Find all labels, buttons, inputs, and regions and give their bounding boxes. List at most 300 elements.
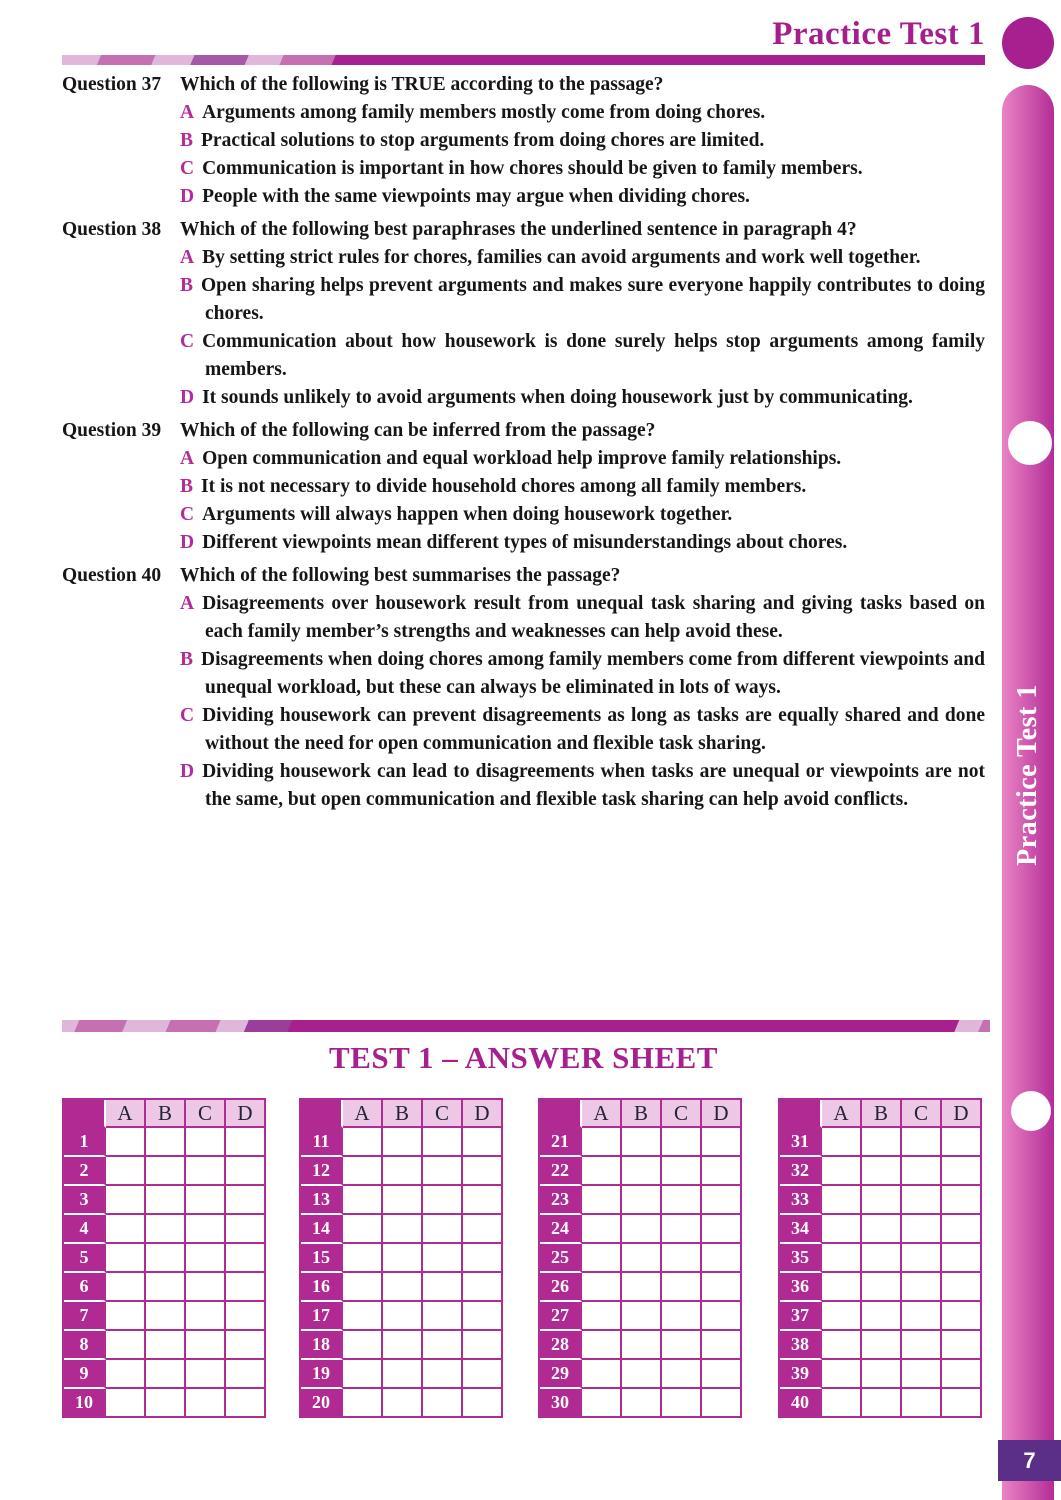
question-number-cell: 39 <box>780 1360 822 1389</box>
question-number-cell: 8 <box>64 1331 106 1360</box>
option-c <box>180 501 985 529</box>
answer-cell-23-A[interactable] <box>582 1186 622 1215</box>
answer-cell-3-B[interactable] <box>146 1186 186 1215</box>
answer-cell-21-C[interactable] <box>662 1128 702 1157</box>
grid-column-header-A: A <box>582 1100 622 1128</box>
answer-cell-31-D[interactable] <box>942 1128 980 1157</box>
answer-cell-36-C[interactable] <box>902 1273 942 1302</box>
answer-cell-4-C[interactable] <box>186 1215 226 1244</box>
header-stripe-bar <box>62 55 985 65</box>
answer-row-24 <box>540 1215 740 1244</box>
answer-cell-37-D[interactable] <box>942 1302 980 1331</box>
questions-section <box>62 71 985 819</box>
answer-cell-23-B[interactable] <box>622 1186 662 1215</box>
answer-cell-39-C[interactable] <box>902 1360 942 1389</box>
option-d <box>180 529 985 557</box>
answer-cell-7-B[interactable] <box>146 1302 186 1331</box>
question-number-cell: 6 <box>64 1273 106 1302</box>
option-b <box>180 473 985 501</box>
answer-cell-24-C[interactable] <box>662 1215 702 1244</box>
option-c <box>180 702 985 758</box>
answer-cell-34-A[interactable] <box>822 1215 862 1244</box>
question-number-cell: 38 <box>780 1331 822 1360</box>
answer-row-19 <box>301 1360 501 1389</box>
question-number-cell: 32 <box>780 1157 822 1186</box>
answer-cell-1-C[interactable] <box>186 1128 226 1157</box>
question-number-cell: 31 <box>780 1128 822 1157</box>
answer-cell-13-D[interactable] <box>463 1186 501 1215</box>
option-letter: C <box>180 158 195 179</box>
answer-row-4 <box>64 1215 264 1244</box>
answer-row-35 <box>780 1244 980 1273</box>
answer-cell-18-C[interactable] <box>423 1331 463 1360</box>
answer-row-14 <box>301 1215 501 1244</box>
answer-row-25 <box>540 1244 740 1273</box>
answer-cell-20-D[interactable] <box>463 1389 501 1416</box>
question-text: Which of the following can be inferred from the passage? <box>180 420 656 441</box>
question-number-cell: 27 <box>540 1302 582 1331</box>
answer-cell-2-D[interactable] <box>226 1157 264 1186</box>
answer-cell-10-C[interactable] <box>186 1389 226 1416</box>
answer-cell-34-D[interactable] <box>942 1215 980 1244</box>
answer-cell-14-B[interactable] <box>383 1215 423 1244</box>
answer-cell-8-C[interactable] <box>186 1331 226 1360</box>
option-text: Open communication and equal workload help improve family relationships. <box>202 448 842 469</box>
grid-column-header-B: B <box>862 1100 902 1128</box>
answer-cell-9-D[interactable] <box>226 1360 264 1389</box>
question-text: Which of the following best paraphrases the underlined sentence in paragraph 4? <box>180 219 857 240</box>
answer-cell-33-B[interactable] <box>862 1186 902 1215</box>
answer-cell-39-D[interactable] <box>942 1360 980 1389</box>
answer-cell-7-A[interactable] <box>106 1302 146 1331</box>
answer-cell-13-C[interactable] <box>423 1186 463 1215</box>
option-letter: A <box>180 448 195 469</box>
question-number-cell: 12 <box>301 1157 343 1186</box>
answer-cell-9-C[interactable] <box>186 1360 226 1389</box>
answer-cell-40-C[interactable] <box>902 1389 942 1416</box>
option-a <box>180 244 985 272</box>
answer-cell-39-A[interactable] <box>822 1360 862 1389</box>
answer-cell-18-D[interactable] <box>463 1331 501 1360</box>
question-number-cell: 25 <box>540 1244 582 1273</box>
answer-cell-12-A[interactable] <box>343 1157 383 1186</box>
question-text: Which of the following best summarises the passage? <box>180 565 621 586</box>
answer-cell-38-D[interactable] <box>942 1331 980 1360</box>
answer-cell-19-B[interactable] <box>383 1360 423 1389</box>
answer-row-32 <box>780 1157 980 1186</box>
answer-row-39 <box>780 1360 980 1389</box>
grid-corner-cell <box>64 1100 106 1128</box>
answer-cell-23-C[interactable] <box>662 1186 702 1215</box>
answer-row-9 <box>64 1360 264 1389</box>
answer-cell-28-C[interactable] <box>662 1331 702 1360</box>
answer-cell-2-A[interactable] <box>106 1157 146 1186</box>
question-number-cell: 26 <box>540 1273 582 1302</box>
sidebar-hole-circle <box>1011 1091 1051 1131</box>
answer-cell-16-B[interactable] <box>383 1273 423 1302</box>
answer-cell-16-A[interactable] <box>343 1273 383 1302</box>
answer-cell-30-A[interactable] <box>582 1389 622 1416</box>
answer-cell-32-A[interactable] <box>822 1157 862 1186</box>
option-b <box>180 127 985 155</box>
answer-cell-27-D[interactable] <box>702 1302 740 1331</box>
answer-cell-16-D[interactable] <box>463 1273 501 1302</box>
answer-cell-21-D[interactable] <box>702 1128 740 1157</box>
answer-cell-11-A[interactable] <box>343 1128 383 1157</box>
answer-row-33 <box>780 1186 980 1215</box>
answer-cell-26-C[interactable] <box>662 1273 702 1302</box>
answer-cell-36-D[interactable] <box>942 1273 980 1302</box>
answer-cell-37-B[interactable] <box>862 1302 902 1331</box>
question-number-cell: 34 <box>780 1215 822 1244</box>
option-d <box>180 384 985 412</box>
answer-cell-14-D[interactable] <box>463 1215 501 1244</box>
grid-column-header-B: B <box>622 1100 662 1128</box>
answer-cell-5-A[interactable] <box>106 1244 146 1273</box>
answer-cell-6-B[interactable] <box>146 1273 186 1302</box>
option-letter: C <box>180 504 195 525</box>
answer-row-30 <box>540 1389 740 1416</box>
question-number-cell: 23 <box>540 1186 582 1215</box>
answer-cell-15-A[interactable] <box>343 1244 383 1273</box>
answer-row-15 <box>301 1244 501 1273</box>
answer-row-11 <box>301 1128 501 1157</box>
answer-cell-12-D[interactable] <box>463 1157 501 1186</box>
answer-cell-6-D[interactable] <box>226 1273 264 1302</box>
option-letter: A <box>180 593 195 614</box>
answer-cell-1-A[interactable] <box>106 1128 146 1157</box>
answer-cell-28-A[interactable] <box>582 1331 622 1360</box>
answer-cell-35-C[interactable] <box>902 1244 942 1273</box>
question-number-cell: 15 <box>301 1244 343 1273</box>
answer-row-22 <box>540 1157 740 1186</box>
grid-column-header-C: C <box>902 1100 942 1128</box>
answer-cell-2-C[interactable] <box>186 1157 226 1186</box>
answer-cell-11-B[interactable] <box>383 1128 423 1157</box>
answer-row-28 <box>540 1331 740 1360</box>
option-text: Practical solutions to stop arguments from doing chores are limited. <box>201 130 765 151</box>
question-number-cell: 20 <box>301 1389 343 1416</box>
grid-column-header-D: D <box>702 1100 740 1128</box>
grid-header-row <box>780 1100 980 1128</box>
answer-row-10 <box>64 1389 264 1416</box>
answer-cell-21-B[interactable] <box>622 1128 662 1157</box>
option-letter: C <box>180 331 195 352</box>
answer-cell-29-A[interactable] <box>582 1360 622 1389</box>
option-text: Disagreements when doing chores among family members come from different viewpoints and unequal workload, but these can always be eliminated in lots of ways. <box>201 649 985 698</box>
answer-row-40 <box>780 1389 980 1416</box>
answer-cell-32-C[interactable] <box>902 1157 942 1186</box>
answer-cell-18-B[interactable] <box>383 1331 423 1360</box>
answer-cell-22-A[interactable] <box>582 1157 622 1186</box>
question-number-cell: 17 <box>301 1302 343 1331</box>
answer-cell-19-D[interactable] <box>463 1360 501 1389</box>
answer-row-6 <box>64 1273 264 1302</box>
answer-cell-6-A[interactable] <box>106 1273 146 1302</box>
answer-cell-9-A[interactable] <box>106 1360 146 1389</box>
grid-column-header-A: A <box>106 1100 146 1128</box>
question-text: Which of the following is TRUE according to the passage? <box>180 74 664 95</box>
page-title: Practice Test 1 <box>772 16 985 52</box>
answer-cell-10-B[interactable] <box>146 1389 186 1416</box>
answer-cell-29-C[interactable] <box>662 1360 702 1389</box>
answer-cell-33-C[interactable] <box>902 1186 942 1215</box>
question-number-cell: 9 <box>64 1360 106 1389</box>
question-number-cell: 29 <box>540 1360 582 1389</box>
answer-cell-35-B[interactable] <box>862 1244 902 1273</box>
option-letter: B <box>180 130 194 151</box>
answer-cell-25-C[interactable] <box>662 1244 702 1273</box>
answer-cell-33-D[interactable] <box>942 1186 980 1215</box>
option-a <box>180 590 985 646</box>
grid-corner-cell <box>540 1100 582 1128</box>
option-b <box>180 646 985 702</box>
answer-cell-2-B[interactable] <box>146 1157 186 1186</box>
answer-cell-27-B[interactable] <box>622 1302 662 1331</box>
answer-cell-38-C[interactable] <box>902 1331 942 1360</box>
answer-cell-36-A[interactable] <box>822 1273 862 1302</box>
option-text: Arguments among family members mostly come from doing chores. <box>202 102 766 123</box>
answer-cell-12-C[interactable] <box>423 1157 463 1186</box>
answer-cell-5-B[interactable] <box>146 1244 186 1273</box>
question-number-cell: 40 <box>780 1389 822 1416</box>
question-number-cell: 4 <box>64 1215 106 1244</box>
question-number-cell: 28 <box>540 1331 582 1360</box>
option-c <box>180 155 985 183</box>
answer-cell-4-D[interactable] <box>226 1215 264 1244</box>
grid-corner-cell <box>780 1100 822 1128</box>
answer-cell-10-D[interactable] <box>226 1389 264 1416</box>
answer-cell-10-A[interactable] <box>106 1389 146 1416</box>
grid-column-header-C: C <box>423 1100 463 1128</box>
answer-cell-30-C[interactable] <box>662 1389 702 1416</box>
answer-cell-32-B[interactable] <box>862 1157 902 1186</box>
option-c <box>180 328 985 384</box>
answer-cell-40-A[interactable] <box>822 1389 862 1416</box>
answer-cell-19-A[interactable] <box>343 1360 383 1389</box>
answer-cell-29-B[interactable] <box>622 1360 662 1389</box>
answer-cell-13-A[interactable] <box>343 1186 383 1215</box>
answer-row-5 <box>64 1244 264 1273</box>
grid-column-header-D: D <box>942 1100 980 1128</box>
answer-sheet-grids <box>62 1098 985 1440</box>
answer-cell-17-D[interactable] <box>463 1302 501 1331</box>
answer-cell-8-A[interactable] <box>106 1331 146 1360</box>
answer-cell-3-D[interactable] <box>226 1186 264 1215</box>
option-text: Open sharing helps prevent arguments and makes sure everyone happily contributes to doing chores. <box>201 275 985 324</box>
option-letter: D <box>180 387 195 408</box>
answer-cell-25-B[interactable] <box>622 1244 662 1273</box>
answer-row-38 <box>780 1331 980 1360</box>
answer-cell-22-C[interactable] <box>662 1157 702 1186</box>
answer-cell-8-D[interactable] <box>226 1331 264 1360</box>
answer-cell-38-B[interactable] <box>862 1331 902 1360</box>
answer-row-2 <box>64 1157 264 1186</box>
question-label: Question 40 <box>62 565 162 586</box>
answer-cell-17-C[interactable] <box>423 1302 463 1331</box>
answer-cell-1-B[interactable] <box>146 1128 186 1157</box>
answer-row-7 <box>64 1302 264 1331</box>
question-number-cell: 7 <box>64 1302 106 1331</box>
answer-row-18 <box>301 1331 501 1360</box>
option-text: Arguments will always happen when doing housework together. <box>202 504 733 525</box>
answer-row-27 <box>540 1302 740 1331</box>
answer-cell-20-C[interactable] <box>423 1389 463 1416</box>
answer-cell-27-A[interactable] <box>582 1302 622 1331</box>
answer-cell-24-D[interactable] <box>702 1215 740 1244</box>
option-text: People with the same viewpoints may argue when dividing chores. <box>202 186 750 207</box>
grid-column-header-B: B <box>383 1100 423 1128</box>
question-number-cell: 19 <box>301 1360 343 1389</box>
question-body <box>180 71 985 211</box>
answer-cell-30-B[interactable] <box>622 1389 662 1416</box>
answer-sheet-title: TEST 1 – ANSWER SHEET <box>329 1040 718 1075</box>
grid-column-header-C: C <box>186 1100 226 1128</box>
answer-cell-27-C[interactable] <box>662 1302 702 1331</box>
answer-cell-24-B[interactable] <box>622 1215 662 1244</box>
question-number-cell: 35 <box>780 1244 822 1273</box>
answer-cell-26-D[interactable] <box>702 1273 740 1302</box>
option-letter: C <box>180 705 195 726</box>
option-text: Different viewpoints mean different types of misunderstandings about chores. <box>202 532 848 553</box>
grid-column-header-C: C <box>662 1100 702 1128</box>
answer-row-36 <box>780 1273 980 1302</box>
answer-cell-17-A[interactable] <box>343 1302 383 1331</box>
grid-column-header-B: B <box>146 1100 186 1128</box>
answer-cell-31-B[interactable] <box>862 1128 902 1157</box>
option-letter: D <box>180 761 195 782</box>
answer-cell-34-B[interactable] <box>862 1215 902 1244</box>
answer-cell-21-A[interactable] <box>582 1128 622 1157</box>
answer-cell-22-B[interactable] <box>622 1157 662 1186</box>
answer-row-29 <box>540 1360 740 1389</box>
question-number-cell: 2 <box>64 1157 106 1186</box>
answer-cell-35-A[interactable] <box>822 1244 862 1273</box>
answer-row-23 <box>540 1186 740 1215</box>
answer-cell-4-B[interactable] <box>146 1215 186 1244</box>
option-d <box>180 183 985 211</box>
answer-cell-40-B[interactable] <box>862 1389 902 1416</box>
option-d <box>180 758 985 814</box>
answer-cell-31-C[interactable] <box>902 1128 942 1157</box>
grid-header-row <box>301 1100 501 1128</box>
option-text: By setting strict rules for chores, families can avoid arguments and work well together. <box>202 247 921 268</box>
option-letter: B <box>180 275 194 296</box>
grid-column-header-A: A <box>822 1100 862 1128</box>
answer-cell-38-A[interactable] <box>822 1331 862 1360</box>
answer-row-17 <box>301 1302 501 1331</box>
answer-cell-7-C[interactable] <box>186 1302 226 1331</box>
question-number-cell: 14 <box>301 1215 343 1244</box>
answer-cell-39-B[interactable] <box>862 1360 902 1389</box>
answer-cell-26-B[interactable] <box>622 1273 662 1302</box>
option-a <box>180 445 985 473</box>
answer-row-37 <box>780 1302 980 1331</box>
answer-row-20 <box>301 1389 501 1416</box>
grid-header-row <box>540 1100 740 1128</box>
question-label: Question 37 <box>62 74 162 95</box>
answer-cell-19-C[interactable] <box>423 1360 463 1389</box>
answer-cell-22-D[interactable] <box>702 1157 740 1186</box>
answer-cell-18-A[interactable] <box>343 1331 383 1360</box>
answer-cell-20-A[interactable] <box>343 1389 383 1416</box>
answer-cell-28-B[interactable] <box>622 1331 662 1360</box>
answer-cell-16-C[interactable] <box>423 1273 463 1302</box>
answer-cell-36-B[interactable] <box>862 1273 902 1302</box>
answer-cell-11-D[interactable] <box>463 1128 501 1157</box>
question-number-cell: 5 <box>64 1244 106 1273</box>
answer-row-26 <box>540 1273 740 1302</box>
option-text: Communication is important in how chores should be given to family members. <box>202 158 863 179</box>
answer-cell-17-B[interactable] <box>383 1302 423 1331</box>
answer-cell-28-D[interactable] <box>702 1331 740 1360</box>
question-number-cell: 30 <box>540 1389 582 1416</box>
answer-cell-25-A[interactable] <box>582 1244 622 1273</box>
answer-row-31 <box>780 1128 980 1157</box>
answer-cell-15-C[interactable] <box>423 1244 463 1273</box>
answer-cell-37-A[interactable] <box>822 1302 862 1331</box>
answer-cell-4-A[interactable] <box>106 1215 146 1244</box>
option-letter: A <box>180 102 195 123</box>
answer-cell-34-C[interactable] <box>902 1215 942 1244</box>
answer-cell-6-C[interactable] <box>186 1273 226 1302</box>
sidebar-hole-circle <box>1008 421 1052 465</box>
answer-cell-31-A[interactable] <box>822 1128 862 1157</box>
question-body <box>180 216 985 412</box>
answer-cell-26-A[interactable] <box>582 1273 622 1302</box>
answer-cell-11-C[interactable] <box>423 1128 463 1157</box>
answer-cell-14-A[interactable] <box>343 1215 383 1244</box>
question-37 <box>62 71 985 211</box>
option-letter: A <box>180 247 195 268</box>
answer-cell-24-A[interactable] <box>582 1215 622 1244</box>
answer-cell-13-B[interactable] <box>383 1186 423 1215</box>
answer-cell-23-D[interactable] <box>702 1186 740 1215</box>
option-letter: D <box>180 186 195 207</box>
answer-cell-14-C[interactable] <box>423 1215 463 1244</box>
page-number-badge <box>998 1440 1061 1481</box>
page-number: 7 <box>1023 1447 1036 1473</box>
answer-cell-32-D[interactable] <box>942 1157 980 1186</box>
answer-cell-15-B[interactable] <box>383 1244 423 1273</box>
answer-cell-20-B[interactable] <box>383 1389 423 1416</box>
answer-cell-35-D[interactable] <box>942 1244 980 1273</box>
answer-cell-7-D[interactable] <box>226 1302 264 1331</box>
answer-cell-37-C[interactable] <box>902 1302 942 1331</box>
answer-cell-3-C[interactable] <box>186 1186 226 1215</box>
answer-cell-9-B[interactable] <box>146 1360 186 1389</box>
answer-cell-29-D[interactable] <box>702 1360 740 1389</box>
option-a <box>180 99 985 127</box>
question-number-cell: 36 <box>780 1273 822 1302</box>
option-text: Disagreements over housework result from unequal task sharing and giving tasks based on each family member’s strengths and weaknesses can help avoid these. <box>202 593 985 642</box>
option-text: It is not necessary to divide household chores among all family members. <box>201 476 807 497</box>
answer-cell-5-C[interactable] <box>186 1244 226 1273</box>
question-number-cell: 18 <box>301 1331 343 1360</box>
answer-cell-25-D[interactable] <box>702 1244 740 1273</box>
answer-cell-12-B[interactable] <box>383 1157 423 1186</box>
answer-row-13 <box>301 1186 501 1215</box>
answer-cell-40-D[interactable] <box>942 1389 980 1416</box>
answer-cell-8-B[interactable] <box>146 1331 186 1360</box>
answer-cell-15-D[interactable] <box>463 1244 501 1273</box>
answer-cell-33-A[interactable] <box>822 1186 862 1215</box>
answer-cell-5-D[interactable] <box>226 1244 264 1273</box>
answer-cell-1-D[interactable] <box>226 1128 264 1157</box>
question-number-cell: 16 <box>301 1273 343 1302</box>
answer-cell-3-A[interactable] <box>106 1186 146 1215</box>
answer-cell-30-D[interactable] <box>702 1389 740 1416</box>
